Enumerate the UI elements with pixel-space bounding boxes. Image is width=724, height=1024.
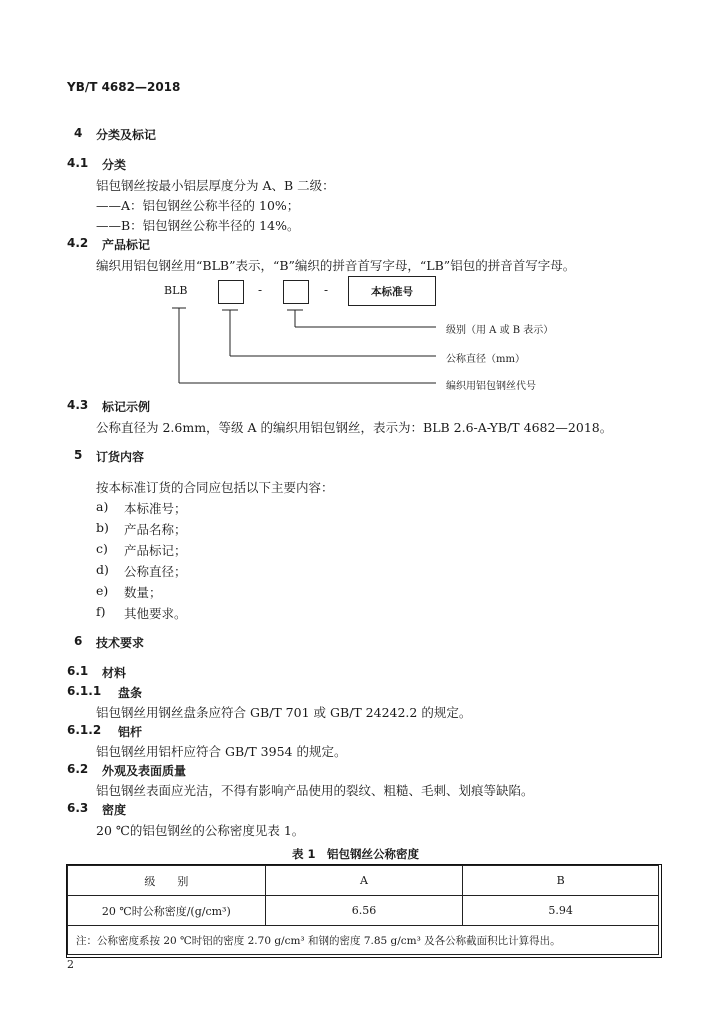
- section-4-number: 4: [74, 126, 83, 140]
- section-4-1-line-2: ——A：铝包钢丝公称半径的 10%；: [96, 198, 300, 213]
- section-4-1-title: 分类: [102, 158, 127, 172]
- section-6-1-title: 材料: [102, 666, 127, 680]
- section-6-1-2-number: 6.1.2: [67, 723, 102, 737]
- section-6-1-2-text: 铝包钢丝用铝杆应符合 GB/T 3954 的规定。: [96, 744, 347, 759]
- section-4-title: 分类及标记: [96, 128, 157, 142]
- section-6-2-text: 铝包钢丝表面应光洁，不得有影响产品使用的裂纹、粗糙、毛刺、划痕等缺陷。: [96, 783, 534, 798]
- section-4-1-line-3: ——B：铝包钢丝公称半径的 14%。: [96, 218, 300, 233]
- order-item-mark: d): [96, 562, 109, 577]
- section-6-1-1-text: 铝包钢丝用钢丝盘条应符合 GB/T 701 或 GB/T 24242.2 的规定。: [96, 705, 472, 720]
- section-4-3-number: 4.3: [67, 398, 89, 412]
- section-4-3-title: 标记示例: [102, 400, 151, 414]
- density-table: [67, 865, 659, 955]
- marking-standard-box: 本标准号: [348, 276, 436, 306]
- table-cell-density-b: 5.94: [463, 896, 659, 926]
- section-6-3-title: 密度: [102, 803, 127, 817]
- section-6-2-title: 外观及表面质量: [102, 764, 187, 778]
- section-4-2-title: 产品标记: [102, 238, 151, 252]
- order-item-text: 产品标记；: [124, 543, 187, 558]
- table-header-cell-b: B: [463, 866, 659, 896]
- section-6-1-2-title: 铝杆: [118, 725, 143, 739]
- table-header-cell-a: A: [265, 866, 463, 896]
- document-id-header: YB/T 4682—2018: [67, 80, 181, 94]
- order-item-text: 产品名称；: [124, 522, 187, 537]
- order-item-text: 数量；: [124, 585, 162, 600]
- marking-leader-lines: [0, 0, 724, 400]
- section-6-3-text: 20 ℃的铝包钢丝的公称密度见表 1。: [96, 823, 305, 838]
- marking-dash-1: -: [258, 283, 263, 297]
- section-6-number: 6: [74, 634, 83, 648]
- order-item-mark: b): [96, 520, 109, 535]
- section-4-1-line-1: 铝包钢丝按最小铝层厚度分为 A、B 二级：: [96, 178, 335, 193]
- table-header-row: [68, 866, 659, 896]
- section-5-number: 5: [74, 448, 83, 462]
- section-5-intro: 按本标准订货的合同应包括以下主要内容：: [96, 480, 334, 495]
- order-item-mark: f): [96, 604, 106, 619]
- order-item-mark: c): [96, 541, 108, 556]
- marking-dash-2: -: [324, 283, 329, 297]
- section-6-title: 技术要求: [96, 636, 145, 650]
- table-note: 注：公称密度系按 20 ℃时铝的密度 2.70 g/cm³ 和钢的密度 7.85 g/cm³ 及各公称截面积比计算得出。: [68, 926, 659, 955]
- section-4-3-text: 公称直径为 2.6mm，等级 A 的编织用铝包钢丝，表示为：BLB 2.6-A-YB/T 4682—2018。: [96, 420, 613, 435]
- order-item-text: 本标准号；: [124, 501, 187, 516]
- marking-label-diameter: 公称直径（mm）: [446, 354, 525, 365]
- table-cell-density-a: 6.56: [265, 896, 463, 926]
- order-item-text: 其他要求。: [124, 606, 187, 621]
- order-item-text: 公称直径；: [124, 564, 187, 579]
- marking-label-code: 编织用铝包钢丝代号: [446, 381, 536, 392]
- order-item-mark: a): [96, 499, 109, 514]
- table-header-cell-grade: 级 别: [68, 866, 266, 896]
- section-4-2-number: 4.2: [67, 236, 89, 250]
- table-note-row: [68, 926, 659, 955]
- order-item-mark: e): [96, 583, 109, 598]
- marking-label-grade: 级别（用 A 或 B 表示）: [446, 325, 554, 336]
- section-4-1-number: 4.1: [67, 156, 89, 170]
- section-6-1-1-number: 6.1.1: [67, 684, 102, 698]
- section-6-2-number: 6.2: [67, 762, 89, 776]
- table-cell-density-label: 20 ℃时公称密度/(g/cm³): [68, 896, 266, 926]
- section-6-3-number: 6.3: [67, 801, 89, 815]
- table-row: [68, 896, 659, 926]
- section-6-1-1-title: 盘条: [118, 686, 143, 700]
- table-1-caption: 表 1 铝包钢丝公称密度: [292, 847, 420, 861]
- section-4-2-text: 编织用铝包钢丝用“BLB”表示，“B”编织的拼音首写字母，“LB”铝包的拼音首写字母。: [96, 258, 576, 273]
- section-5-title: 订货内容: [96, 450, 145, 464]
- marking-code-blb: BLB: [164, 284, 188, 297]
- page-number: 2: [67, 958, 74, 971]
- section-6-1-number: 6.1: [67, 664, 89, 678]
